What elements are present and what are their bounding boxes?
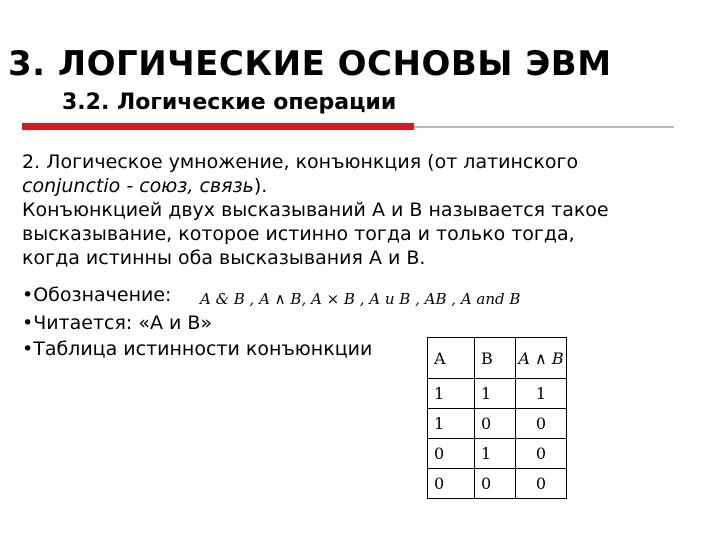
truth-table — [427, 337, 567, 499]
header-cell-b: B — [475, 338, 516, 379]
text-line-4: высказывание, которое истинно тогда и только тогда, — [22, 223, 575, 245]
notation-separator: , — [301, 290, 311, 308]
notation-wedge: A ∧ B — [259, 290, 302, 308]
notation-separator: , — [244, 290, 260, 308]
table-cell: 1 — [475, 439, 516, 469]
table-cell: 0 — [428, 469, 475, 499]
notation-separator: , — [354, 290, 370, 308]
table-cell: 0 — [475, 469, 516, 499]
table-cell: 1 — [475, 379, 516, 409]
table-cell: 1 — [516, 379, 567, 409]
notation-and-en: A and B — [460, 290, 521, 308]
table-cell: 1 — [428, 409, 475, 439]
divider-rule — [414, 126, 674, 128]
header-cell-conjunction: A ∧ B — [516, 338, 567, 379]
truth-table-bullet: •Таблица истинности конъюнкции — [22, 338, 373, 360]
text-line-3: Конъюнкцией двух высказываний А и В называется такое — [22, 199, 609, 221]
table-row — [428, 439, 567, 469]
notation-symbols — [200, 290, 520, 308]
definition-text — [22, 150, 712, 270]
text-line-2 — [22, 174, 712, 198]
table-cell: 0 — [516, 469, 567, 499]
table-cell: 0 — [516, 439, 567, 469]
table-row — [428, 469, 567, 499]
truth-table-header — [428, 338, 567, 379]
notation-juxtaposition: AB — [424, 290, 447, 308]
notation-bullet: •Обозначение: — [22, 284, 172, 306]
notation-times: A × B — [310, 290, 355, 308]
table-cell: 1 — [428, 379, 475, 409]
table-row — [428, 379, 567, 409]
notation-separator: , — [446, 290, 461, 308]
table-cell: 0 — [516, 409, 567, 439]
table-row — [428, 409, 567, 439]
text-line-1: 2. Логическое умножение, конъюнкция (от латинского — [22, 151, 579, 173]
text-line-2-tail: ). — [253, 175, 268, 197]
notation-separator: , — [410, 290, 425, 308]
latin-term: conjunctio - союз, связь — [22, 175, 254, 197]
notation-and-ru: A и B — [369, 290, 411, 308]
text-line-5: когда истинны оба высказывания А и В. — [22, 247, 426, 269]
table-cell: 0 — [428, 439, 475, 469]
notation-ampersand: A & B — [200, 290, 245, 308]
header-cell-a: A — [428, 338, 475, 379]
reads-as-bullet: •Читается: «А и В» — [22, 312, 213, 334]
accent-rule — [22, 123, 414, 130]
table-cell: 0 — [475, 409, 516, 439]
page-subtitle: 3.2. Логические операции — [62, 90, 397, 115]
page-title: 3. ЛОГИЧЕСКИЕ ОСНОВЫ ЭВМ — [8, 44, 612, 84]
